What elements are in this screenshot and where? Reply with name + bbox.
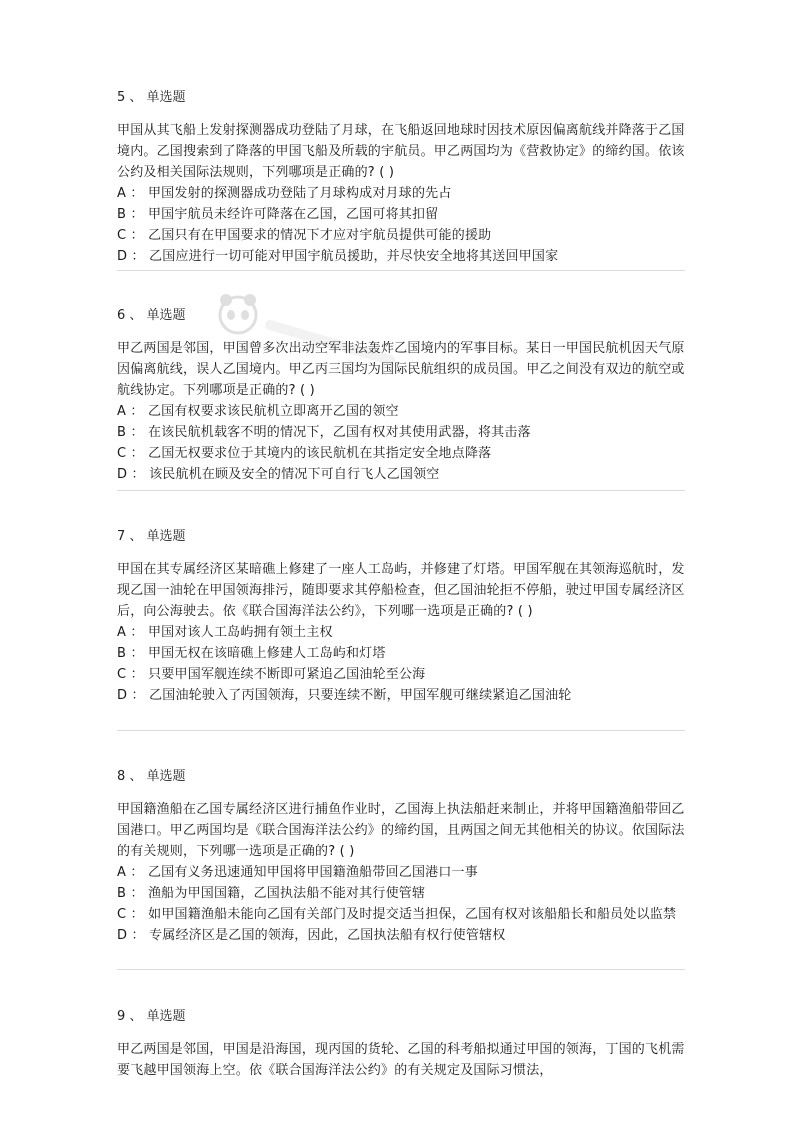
question-7: [117, 527, 685, 706]
option-a: A ： 乙国有义务迅速通知甲国将甲国籍渔船带回乙国港口一事: [117, 865, 478, 880]
option-a: A ： 乙国有权要求该民航机立即离开乙国的领空: [117, 404, 399, 419]
option-b: B ： 甲国宇航员未经许可降落在乙国，乙国可将其扣留: [117, 207, 439, 222]
question-8: [117, 767, 685, 946]
divider: [117, 490, 685, 491]
option-c: C ： 只要甲国军舰连续不断即可紧追乙国油轮至公海: [117, 667, 426, 682]
question-stem: 甲乙两国是邻国，甲国是沿海国，现丙国的货轮、乙国的科考船拟通过甲国的领海，丁国的飞机需要飞越甲国领海上空。依《联合国海洋法公约》的有关规定及国际习惯法，: [117, 1042, 685, 1078]
option-a: A ： 甲国发射的探测器成功登陆了月球构成对月球的先占: [117, 186, 452, 201]
option-d: D ： 乙国油轮驶入了丙国领海，只要连续不断，甲国军舰可继续紧追乙国油轮: [117, 688, 572, 703]
option-c: C ： 乙国无权要求位于其境内的该民航机在其指定安全地点降落: [117, 446, 492, 461]
divider: [117, 270, 685, 271]
question-stem: 甲国在其专属经济区某暗礁上修建了一座人工岛屿，并修建了灯塔。甲国军舰在其领海巡航时，发现乙国一油轮在甲国领海排污，随即要求其停船检查，但乙国油轮拒不停船，驶过甲国专属经济区后，向公海驶去。依《联合国海洋法公约》，下列哪一选项是正确的? ( ): [117, 562, 685, 619]
option-b: B ： 甲国无权在该暗礁上修建人工岛屿和灯塔: [117, 646, 386, 661]
option-d: D ： 乙国应进行一切可能对甲国宇航员援助，并尽快安全地将其送回甲国家: [117, 249, 559, 264]
option-a: A ： 甲国对该人工岛屿拥有领土主权: [117, 625, 333, 640]
question-header: 9 、 单选题: [117, 1009, 186, 1024]
option-c: C ： 乙国只有在甲国要求的情况下才应对宇航员提供可能的援助: [117, 228, 492, 243]
divider: [117, 730, 685, 731]
question-stem: 甲国籍渔船在乙国专属经济区进行捕鱼作业时，乙国海上执法船赶来制止，并将甲国籍渔船带回乙国港口。甲乙两国均是《联合国海洋法公约》的缔约国，且两国之间无其他相关的协议。依国际法的有关规则，下列哪一选项是正确的? ( ): [117, 802, 685, 859]
option-c: C ： 如甲国籍渔船未能向乙国有关部门及时提交适当担保，乙国有权对该船船长和船员处以监禁: [117, 907, 677, 922]
option-d: D ： 该民航机在顾及安全的情况下可自行飞人乙国领空: [117, 467, 440, 482]
question-stem: 甲乙两国是邻国，甲国曾多次出动空军非法轰炸乙国境内的军事目标。某日一甲国民航机因天气原因偏离航线，误人乙国境内。甲乙丙三国均为国际民航组织的成员国。甲乙之间没有双边的航空或航线协定。下列哪项是正确的? ( ): [117, 341, 685, 398]
question-header: 8 、 单选题: [117, 769, 186, 784]
question-9: [117, 1007, 685, 1081]
question-5: [117, 88, 685, 267]
question-6: [117, 306, 685, 485]
question-header: 5 、 单选题: [117, 90, 186, 105]
option-d: D ： 专属经济区是乙国的领海，因此，乙国执法船有权行使管辖权: [117, 928, 506, 943]
divider: [117, 969, 685, 970]
question-stem: 甲国从其飞船上发射探测器成功登陆了月球，在飞船返回地球时因技术原因偏离航线并降落于乙国境内。乙国搜索到了降落的甲国飞船及所载的宇航员。甲乙两国均为《营救协定》的缔约国。依该公约及相关国际法规则，下列哪项是正确的? ( ): [117, 123, 685, 180]
option-b: B ： 渔船为甲国国籍，乙国执法船不能对其行使管辖: [117, 886, 426, 901]
option-b: B ： 在该民航机载客不明的情况下，乙国有权对其使用武器，将其击落: [117, 425, 531, 440]
question-header: 6 、 单选题: [117, 308, 186, 323]
question-header: 7 、 单选题: [117, 529, 186, 544]
